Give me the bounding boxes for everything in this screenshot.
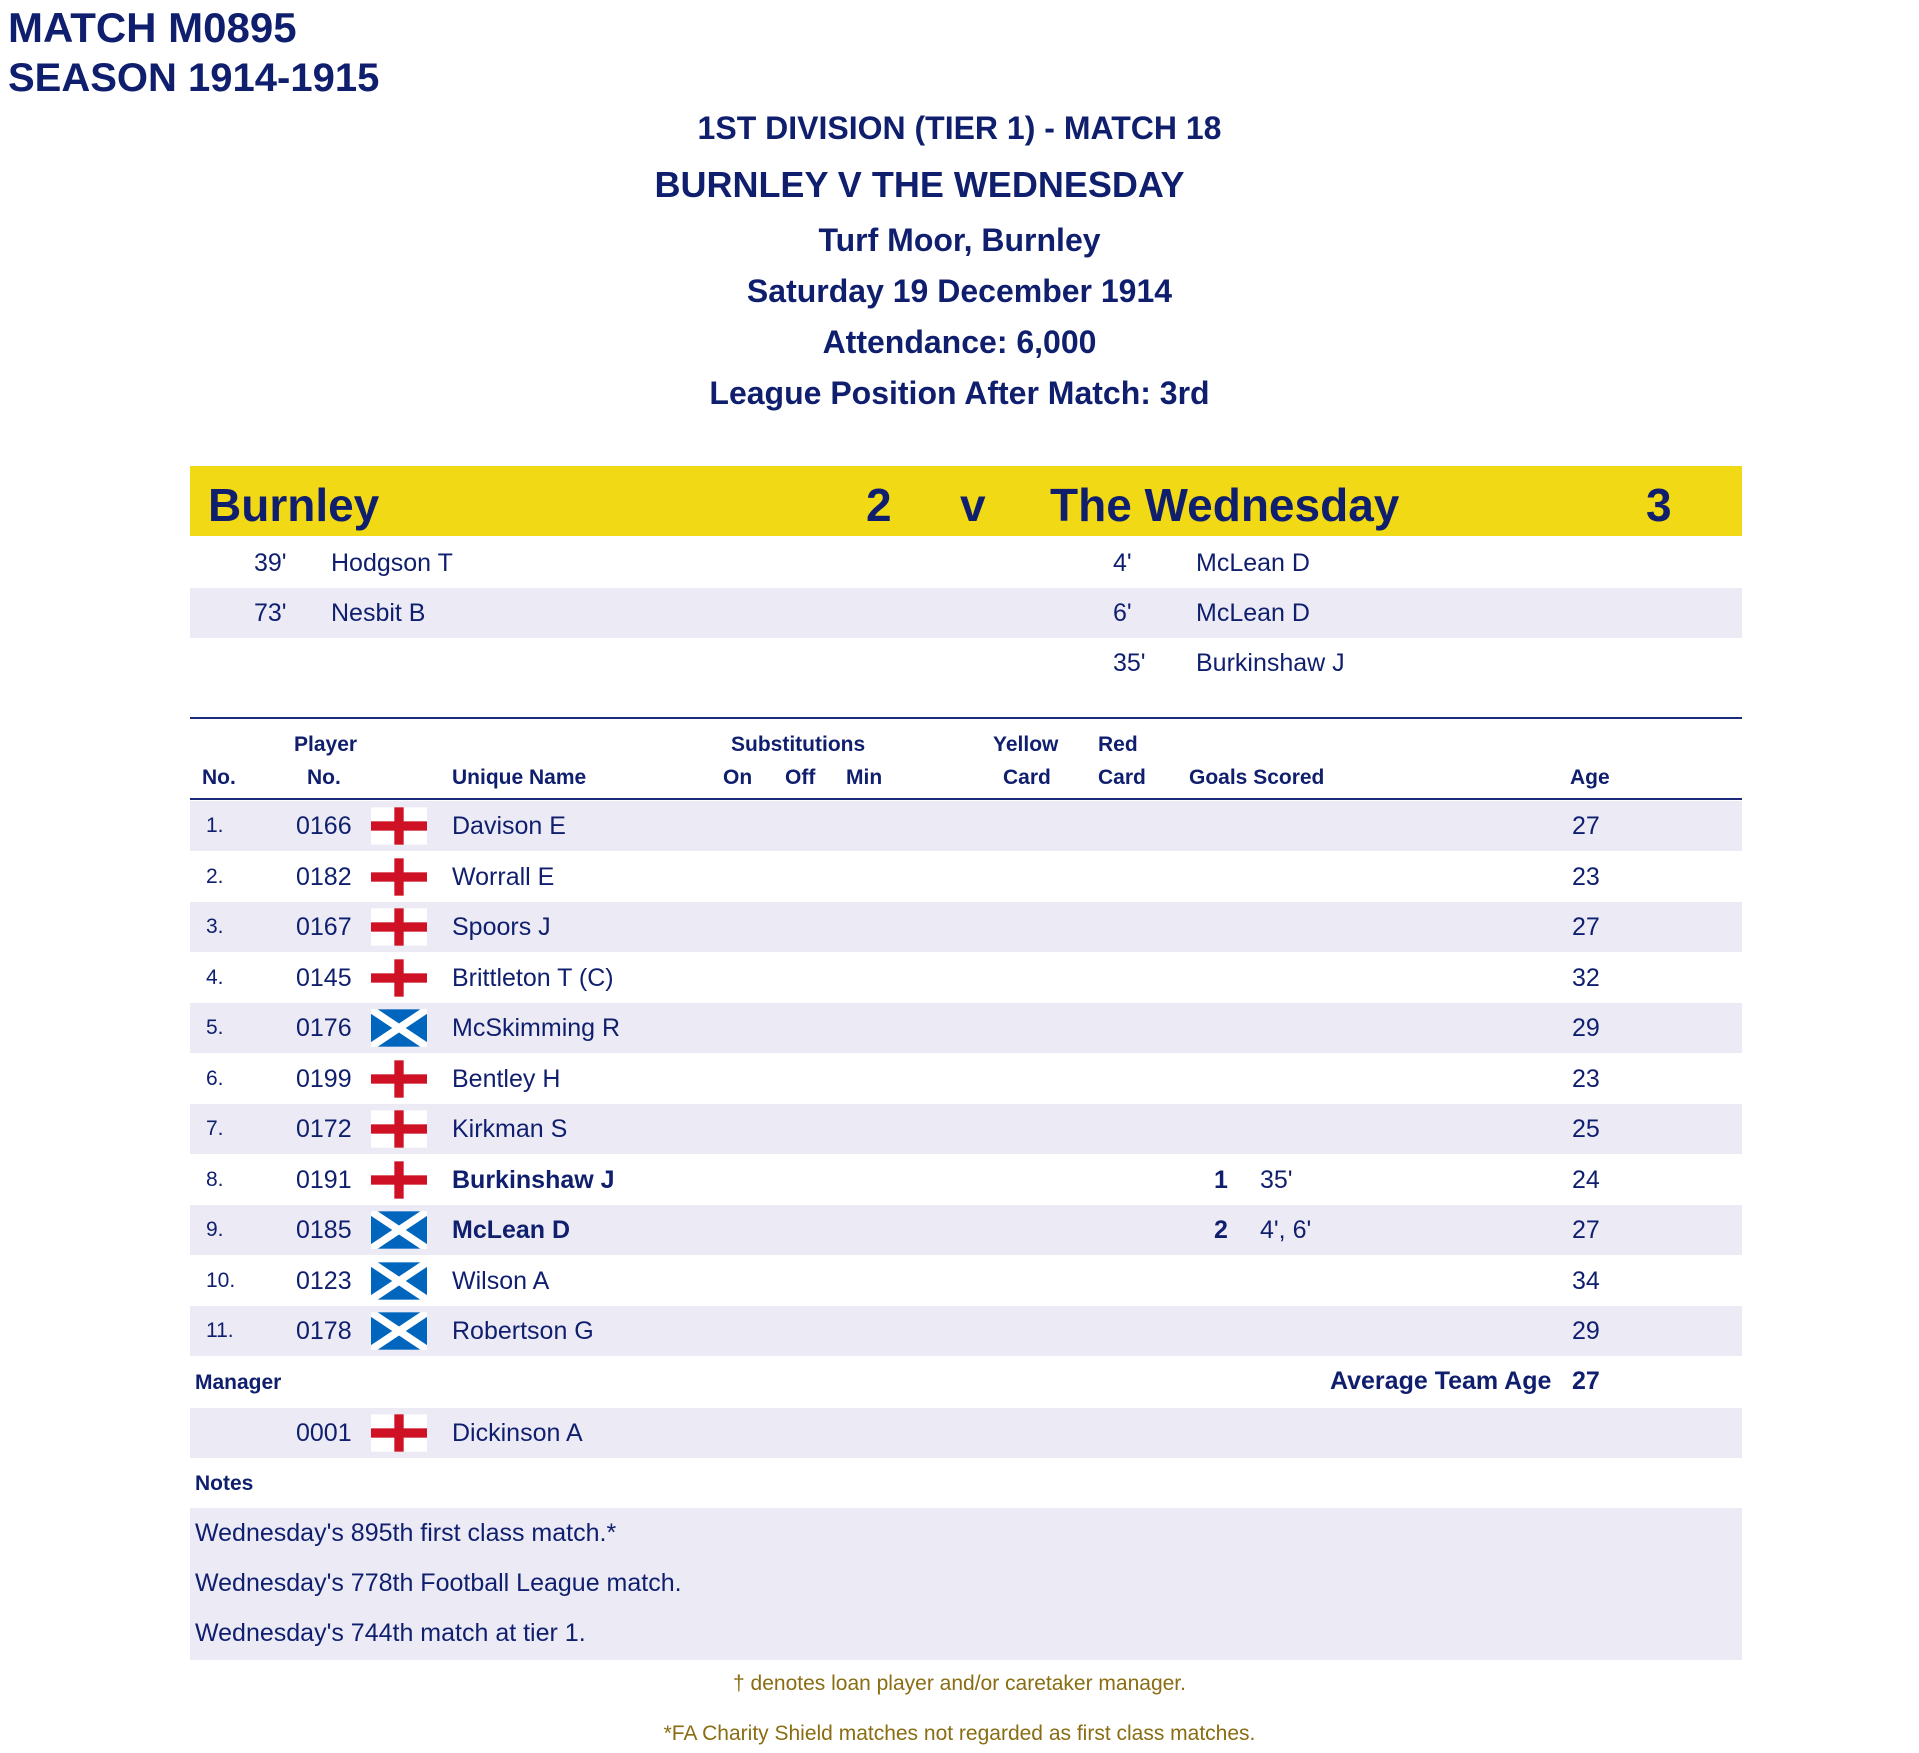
note-item: Wednesday's 778th Football League match. [195,1569,682,1597]
manager-row [190,1408,1742,1458]
table-row [190,1054,1742,1104]
player-name: Worrall E [452,862,555,891]
goals-count: 2 [1214,1216,1228,1244]
row-number: 6. [206,1066,224,1090]
england-flag-icon [371,1161,427,1199]
player-age: 27 [1572,913,1600,941]
average-age-value: 27 [1572,1367,1600,1395]
scorer-row [190,538,1742,588]
scotland-flag-icon [371,1211,427,1249]
goal-minutes: 4', 6' [1260,1216,1312,1244]
scotland-flag-icon [371,1009,427,1047]
player-number: 0172 [296,1115,352,1143]
header-player-top: Player [294,733,358,756]
home-team-name: Burnley [208,479,380,531]
header-goals-scored: Goals Scored [1189,766,1325,789]
note-item: Wednesday's 895th first class match.* [195,1519,617,1547]
scotland-flag-icon [371,1262,427,1300]
player-name: Robertson G [452,1317,594,1345]
player-age: 27 [1572,812,1600,840]
row-number: 4. [206,965,224,989]
table-row [190,1104,1742,1154]
score-bar [190,466,1742,536]
player-age: 29 [1572,1317,1600,1345]
player-number: 0167 [296,913,352,941]
player-number: 0145 [296,963,352,992]
home-scorer-minute: 73' [254,599,287,627]
player-number: 0178 [296,1317,352,1345]
table-row [190,801,1742,851]
home-score: 2 [866,479,892,531]
row-number: 11. [206,1319,234,1342]
home-scorer-name: Nesbit B [331,599,426,627]
england-flag-icon [371,908,427,946]
player-name: Wilson A [452,1266,550,1295]
player-age: 23 [1572,1064,1600,1093]
match-date: Saturday 19 December 1914 [746,273,1173,309]
row-number: 2. [206,864,224,888]
header-red-top: Red [1098,733,1138,756]
away-scorer-name: Burkinshaw J [1196,649,1345,677]
league-position: League Position After Match: 3rd [709,375,1210,411]
table-row [190,1155,1742,1205]
header-player-no: No. [307,766,341,789]
table-top-rule [190,717,1742,719]
player-name: Spoors J [452,913,551,941]
player-name: Burkinshaw J [452,1165,615,1194]
away-scorer-name: McLean D [1196,599,1310,627]
average-age-label: Average Team Age [1330,1367,1552,1395]
player-number: 0199 [296,1064,352,1093]
player-age: 23 [1572,862,1600,891]
table-row [190,902,1742,952]
row-number: 8. [206,1167,224,1191]
row-number: 9. [206,1218,224,1241]
away-team-name: The Wednesday [1050,479,1400,531]
table-row [190,1205,1742,1255]
scorer-row [190,638,1742,688]
fixture-title: BURNLEY V THE WEDNESDAY [654,164,1185,205]
match-code: MATCH M0895 [8,4,297,51]
player-name: Davison E [452,812,566,840]
table-row [190,1256,1742,1306]
england-flag-icon [371,1110,427,1148]
row-number: 3. [206,915,224,938]
scotland-flag-icon [371,1312,427,1350]
row-number: 10. [206,1268,236,1292]
notes-block [190,1508,1742,1660]
player-number: 0191 [296,1165,352,1194]
away-score: 3 [1646,479,1672,531]
table-header-rule [190,798,1742,800]
player-age: 29 [1572,1014,1600,1042]
away-scorer-minute: 6' [1113,599,1132,627]
header-sub-off: Off [785,766,816,789]
table-row [190,953,1742,1003]
manager-number: 0001 [296,1419,352,1447]
manager-label: Manager [195,1371,282,1394]
charity-footnote: *FA Charity Shield matches not regarded as first class matches. [663,1722,1256,1745]
goal-minutes: 35' [1260,1165,1293,1194]
loan-footnote: † denotes loan player and/or caretaker manager. [733,1672,1186,1695]
header-age: Age [1570,766,1610,789]
away-scorer-name: McLean D [1196,549,1310,577]
table-row [190,852,1742,902]
player-age: 32 [1572,963,1600,992]
note-item: Wednesday's 744th match at tier 1. [195,1619,586,1647]
row-number: 7. [206,1117,224,1140]
header-red-card: Card [1098,766,1146,789]
row-number: 5. [206,1016,224,1039]
player-number: 0123 [296,1266,352,1295]
player-age: 27 [1572,1216,1600,1244]
away-scorer-minute: 35' [1113,649,1146,677]
table-row [190,1306,1742,1356]
player-age: 34 [1572,1266,1600,1295]
player-number: 0182 [296,862,352,891]
competition-title: 1ST DIVISION (TIER 1) - MATCH 18 [697,110,1222,146]
home-scorer-name: Hodgson T [331,549,453,577]
manager-name: Dickinson A [452,1419,583,1447]
header-sub-on: On [723,766,753,789]
header-yellow-top: Yellow [993,733,1059,756]
player-number: 0166 [296,812,352,840]
notes-label: Notes [195,1472,254,1495]
season-label: SEASON 1914-1915 [8,56,380,100]
player-name: Brittleton T (C) [452,963,614,992]
player-age: 24 [1572,1165,1600,1194]
header-unique-name: Unique Name [452,766,587,789]
header-substitutions: Substitutions [731,733,866,756]
player-number: 0185 [296,1216,352,1244]
england-flag-icon [371,1060,427,1098]
scorer-row [190,588,1742,638]
header-sub-min: Min [846,766,883,789]
player-name: McLean D [452,1216,571,1244]
home-scorer-minute: 39' [254,549,287,577]
player-name: McSkimming R [452,1014,621,1042]
row-number: 1. [206,814,224,837]
header-yellow-card: Card [1003,766,1051,789]
player-name: Kirkman S [452,1115,568,1143]
england-flag-icon [371,959,427,997]
goals-count: 1 [1214,1165,1228,1194]
player-name: Bentley H [452,1064,561,1093]
versus-label: v [960,479,986,531]
table-row [190,1003,1742,1053]
venue: Turf Moor, Burnley [818,222,1101,258]
attendance: Attendance: 6,000 [822,324,1097,360]
england-flag-icon [371,807,427,845]
england-flag-icon [371,1414,427,1452]
header-no: No. [202,766,236,789]
player-number: 0176 [296,1014,352,1042]
player-age: 25 [1572,1115,1600,1143]
england-flag-icon [371,858,427,896]
away-scorer-minute: 4' [1113,549,1132,577]
